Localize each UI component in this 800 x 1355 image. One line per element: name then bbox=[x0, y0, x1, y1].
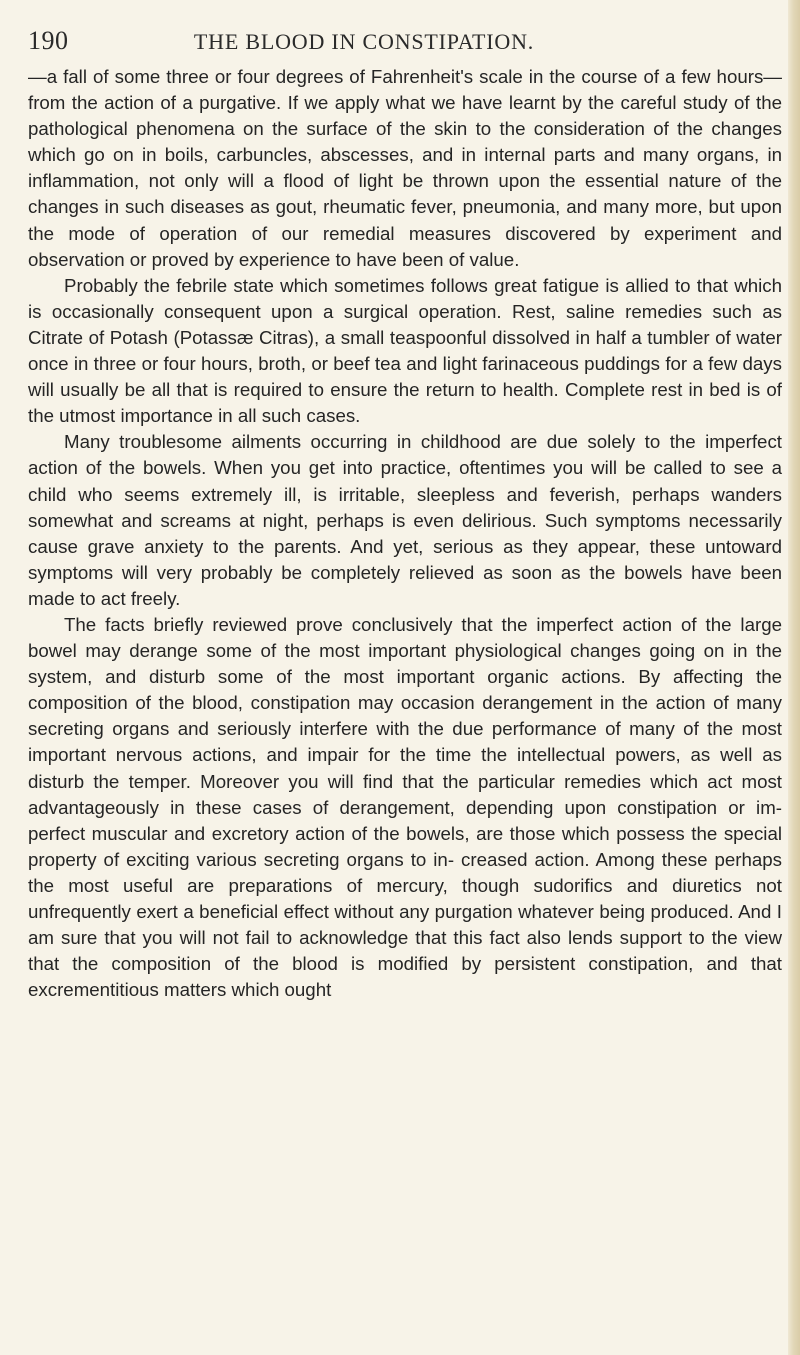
running-title: THE BLOOD IN CONSTIPATION. bbox=[193, 29, 535, 54]
paragraph-continued: —a fall of some three or four degrees of Fahrenheit's scale in the course of a few hours—from the action of a purgative. If we apply what we have learnt by the careful study of the pathological phenomena on the surface of the skin to the consideration of the changes which go on in boils, carbuncles, abscesses, and in internal parts and many organs, in inflammation, not only will a flood of light be thrown upon the essential nature of the changes in such diseases as gout, rheumatic fever, pneumonia, and many more, but upon the mode of operation of our remedial measures discovered by experiment and observation or proved by experience to have been of value. bbox=[28, 66, 782, 270]
paragraph-childhood-ailments: Many troublesome ailments occurring in childhood are due solely to the imperfect action of the bowels. When you get into practice, oftentimes you will be called to see a child who seems extremely ill, is irritable, sleepless and feverish, perhaps wanders somewhat and screams at night, perhaps is even delirious. Such symptoms necessarily cause grave anxiety to the parents. And yet, serious as they appear, these untoward symptoms will very probably be completely relieved as soon as the bowels have been made to act freely. bbox=[28, 431, 782, 609]
body-text bbox=[28, 64, 782, 1003]
paragraph-febrile-state: Probably the febrile state which sometimes follows great fatigue is allied to that which is occasionally consequent upon a surgical operation. Rest, saline remedies such as Citrate of Potash (Potassæ Citras), a small teaspoonful dissolved in half a tumbler of water once in three or four hours, broth, or beef tea and light farinaceous puddings for a few days will usually be all that is required to ensure the return to health. Complete rest in bed is of the utmost importance in all such cases. bbox=[28, 274, 782, 427]
paragraph-facts-reviewed: The facts briefly reviewed prove conclusively that the imperfect action of the large bowel may derange some of the most important physiological changes going on in the system, and disturb some of the most important organic actions. By affecting the composition of the blood, constipation may occasion derangement in the action of many secreting organs and seriously interfere with the due performance of many of the most important nervous actions, and impair for the time the intellectual powers, as well as disturb the temper. Moreover you will find that the particular remedies which act most advantageously in these cases of derangement, depending upon constipation or im- perfect muscular and excretory action of the bowels, are those which possess the special property of exciting various secreting organs to in- creased action. Among these perhaps the most useful are preparations of mercury, though sudorifics and diuretics not unfrequently exert a beneficial effect without any purgation whatever being produced. And I am sure that you will not fail to acknowledge that this fact also lends support to the view that the composition of the blood is modified by persistent constipation, and that excrementitious matters which ought bbox=[28, 613, 782, 1001]
page-edge-shadow bbox=[788, 0, 800, 1355]
running-head bbox=[28, 26, 788, 62]
page-number: 190 bbox=[28, 26, 69, 55]
